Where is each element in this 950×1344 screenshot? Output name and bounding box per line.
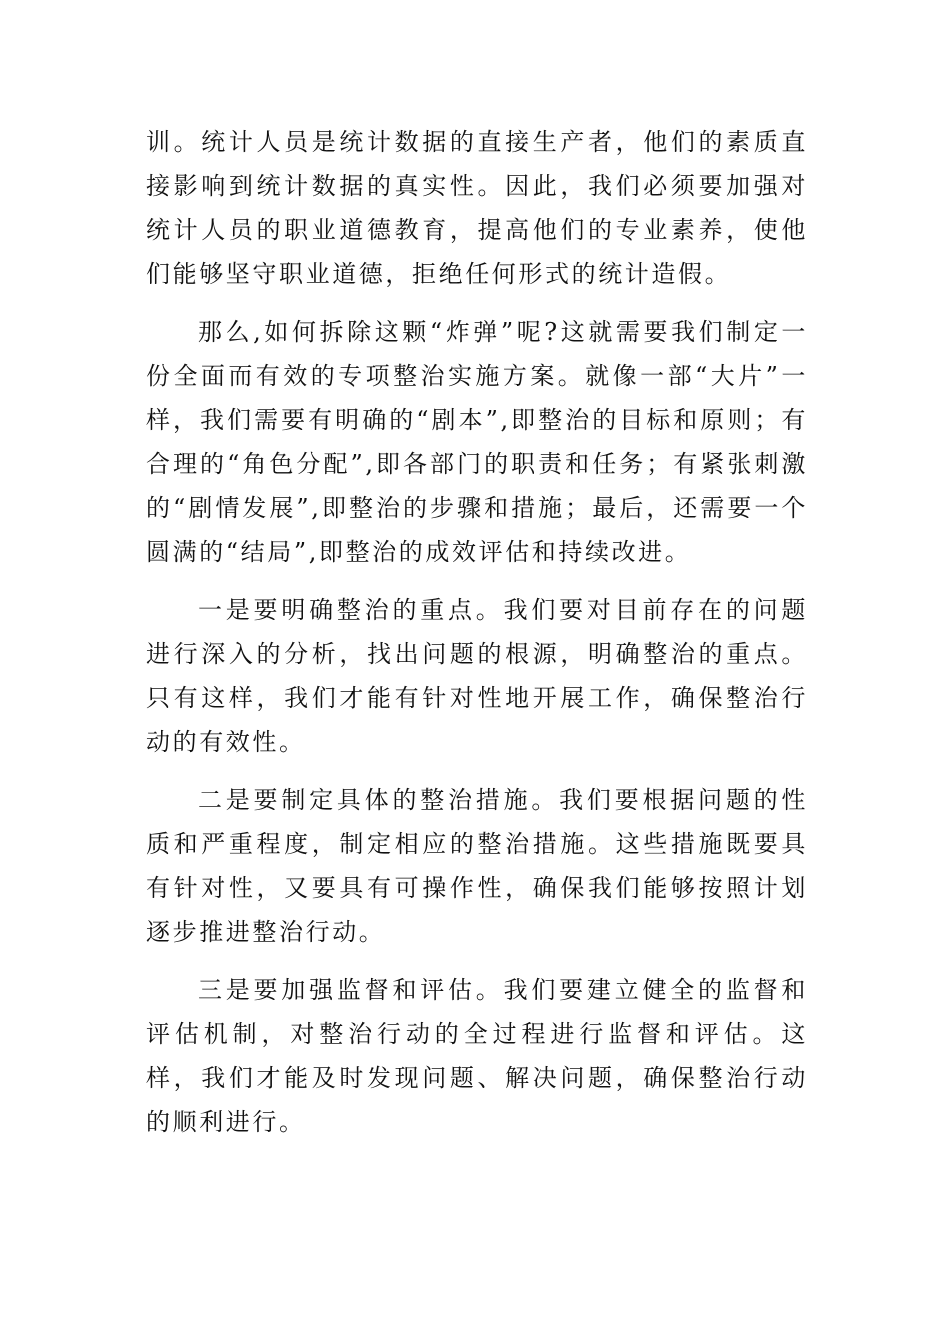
paragraph-point-one: 一是要明确整治的重点。我们要对目前存在的问题进行深入的分析，找出问题的根源，明确整治的重点。只有这样，我们才能有针对性地开展工作，确保整治行动的有效性。 (146, 596, 808, 756)
paragraph-continued: 训。统计人员是统计数据的直接生产者，他们的素质直接影响到统计数据的真实性。因此，我们必须要加强对统计人员的职业道德教育，提高他们的专业素养，使他们能够坚守职业道德，拒绝任何形式的统计造假。 (146, 128, 808, 288)
paragraph-point-two: 二是要制定具体的整治措施。我们要根据问题的性质和严重程度，制定相应的整治措施。这些措施既要具有针对性，又要具有可操作性，确保我们能够按照计划逐步推进整治行动。 (146, 786, 808, 946)
paragraph-point-three: 三是要加强监督和评估。我们要建立健全的监督和评估机制，对整治行动的全过程进行监督和评估。这样，我们才能及时发现问题、解决问题，确保整治行动的顺利进行。 (146, 976, 808, 1136)
paragraph-how-to-defuse: 那么,如何拆除这颗“炸弹”呢?这就需要我们制定一份全面而有效的专项整治实施方案。就像一部“大片”一样，我们需要有明确的“剧本”,即整治的目标和原则；有合理的“角色分配”,即各部门的职责和任务；有紧张刺激的“剧情发展”,即整治的步骤和措施；最后，还需要一个圆满的“结局”,即整治的成效评估和持续改进。 (146, 318, 808, 566)
document-body (146, 120, 808, 1158)
